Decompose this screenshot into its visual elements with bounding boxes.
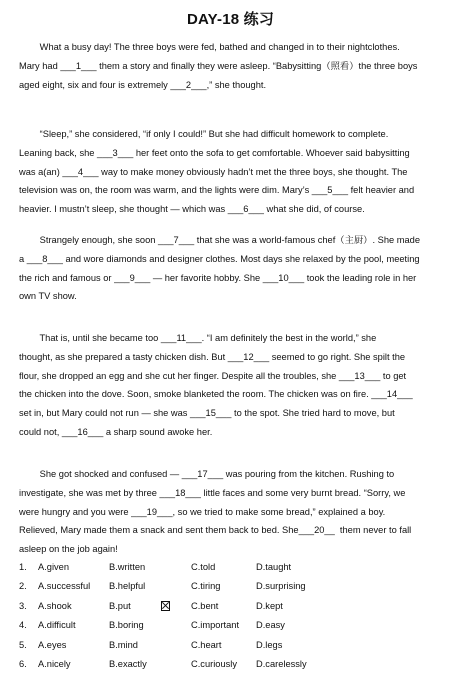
text-line: What a busy day! The three boys were fed, bathed and changed in to their nightclothes. <box>19 42 400 52</box>
option-row <box>19 601 442 620</box>
paragraph-3 <box>19 231 442 306</box>
text-line: heavier. I mustn’t sleep, she thought — which was ___6___ what she did, of course. <box>19 204 365 215</box>
option-d: D.kept <box>256 600 283 611</box>
option-d: D.easy <box>256 620 285 631</box>
text-line: Strangely enough, she soon ___7___ that she was a world-famous chef（主厨）. She made <box>19 235 421 245</box>
option-d: D.legs <box>256 639 283 650</box>
option-c: C.told <box>191 562 216 572</box>
option-b: B.helpful <box>109 581 146 592</box>
text-line: a ___8___ and wore diamonds and designer clothes. Most days she relaxed by the pool, meeting <box>19 253 420 264</box>
crossed-box-icon <box>161 601 170 611</box>
text-line: set in, but Mary could not run — she was ___15___ to the spot. She tried hard to move, but <box>19 408 395 419</box>
option-d: D.carelessly <box>256 658 307 669</box>
text-line: She got shocked and confused — ___17___ was pouring from the kitchen. Rushing to <box>19 469 395 479</box>
text-line: investigate, she was met by three ___18___ little faces and some very burnt bread. “Sorry, we <box>19 487 406 498</box>
option-a: A.nicely <box>38 658 71 669</box>
text-line: the rich and famous or ___9___ — her favorite hobby. She ___10___ took the leading role in her <box>19 272 417 283</box>
option-row <box>19 659 442 678</box>
question-number: 2. <box>19 581 27 592</box>
paragraph-1 <box>19 38 442 94</box>
text-line: aged eight, six and four is extremely ___2___,” she thought. <box>19 79 267 90</box>
question-number: 1. <box>19 562 27 572</box>
option-row <box>19 620 442 639</box>
option-c: C.curiously <box>191 658 237 669</box>
paragraph-2 <box>19 125 442 219</box>
question-number: 6. <box>19 658 27 669</box>
options-list <box>19 562 442 678</box>
option-a: A.successful <box>38 581 91 592</box>
option-b: B.exactly <box>109 658 147 669</box>
option-a: A.shook <box>38 600 72 611</box>
option-c: C.heart <box>191 639 222 650</box>
paragraph-4 <box>19 329 442 442</box>
text-line: was a(an) ___4___ way to make money obviously hadn’t met the three boys, she thought. The <box>19 166 408 177</box>
text-line: asleep on the job again! <box>19 544 118 555</box>
option-b: B.put <box>109 600 131 611</box>
text-line: were hungry and you were ___19___, so we tried to make some bread,” explained a boy. <box>19 506 386 517</box>
option-b: B.boring <box>109 620 144 631</box>
option-a: A.given <box>38 562 70 572</box>
text-line: own TV show. <box>19 291 77 302</box>
page-title: DAY-18 练习 <box>186 11 275 28</box>
text-line: the chicken into the dove. Soon, smoke blanketed the room. The chicken was on fire. ___14___ <box>19 389 413 400</box>
option-b: B.mind <box>109 639 138 650</box>
option-c: C.important <box>191 620 240 631</box>
option-a: A.difficult <box>38 620 76 631</box>
option-row <box>19 581 442 600</box>
option-c: C.tiring <box>191 581 221 592</box>
text-line: flour, she dropped an egg and she cut her finger. Despite all the troubles, she ___13___ to get <box>19 370 407 381</box>
text-line: Leaning back, she ___3___ her feet onto the sofa to get comfortable. Whoever said babysitting <box>19 147 410 158</box>
question-number: 4. <box>19 620 27 631</box>
option-c: C.bent <box>191 600 219 611</box>
text-line: television was on, the room was warm, and the lights were dim. Mary’s ___5___ felt heavier and <box>19 185 415 196</box>
paragraph-5 <box>19 465 442 559</box>
text-line: thought, as she prepared a tasty chicken dish. But ___12___ seemed to go right. She spilt the <box>19 351 406 362</box>
text-line: That is, until she became too ___11___. “I am definitely the best in the world,” she <box>19 333 377 343</box>
option-row <box>19 640 442 659</box>
option-d: D.taught <box>256 562 292 572</box>
option-row <box>19 562 442 581</box>
option-a: A.eyes <box>38 639 67 650</box>
option-d: D.surprising <box>256 581 306 592</box>
text-line: “Sleep,” she considered, “if only I could!” But she had difficult homework to complete. <box>19 129 389 139</box>
option-b: B.written <box>109 562 146 572</box>
question-number: 5. <box>19 639 27 650</box>
text-line: Relieved, Mary made them a snack and sent them back to bed. She___20__ them never to fall <box>19 525 412 536</box>
question-number: 3. <box>19 600 27 611</box>
text-line: Mary had ___1___ them a story and finally they were asleep. “Babysitting（照看）the three boys <box>19 60 418 71</box>
text-line: could not, ___16___ a sharp sound awoke her. <box>19 426 213 437</box>
